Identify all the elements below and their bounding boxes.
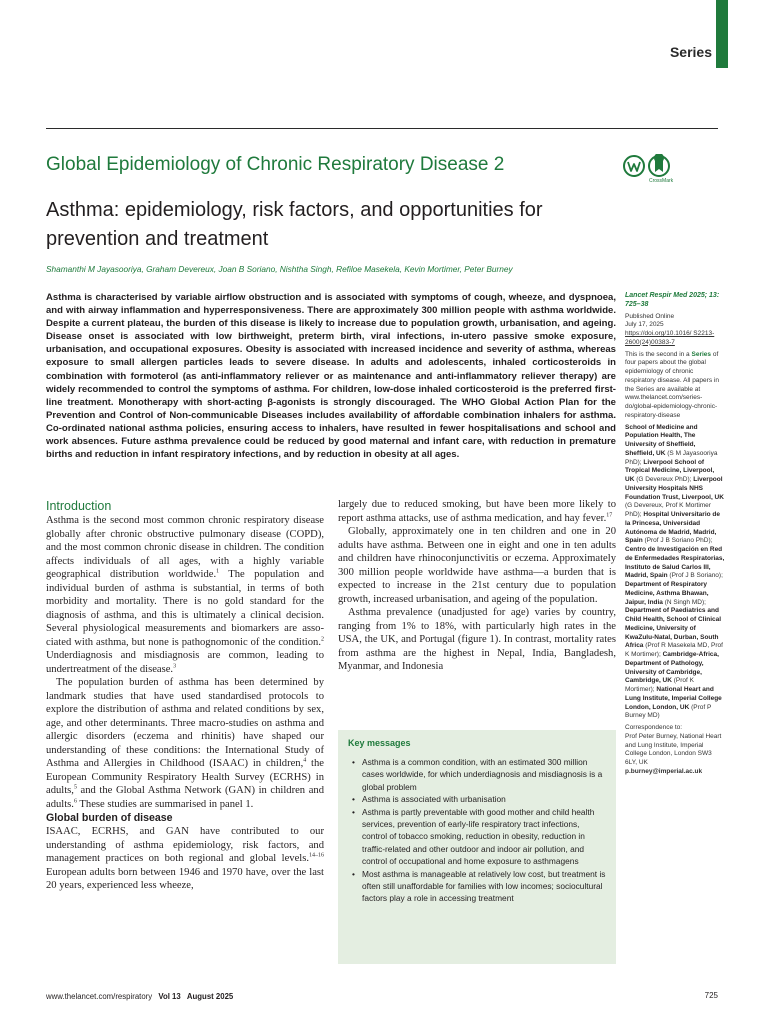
key-message-item	[348, 806, 606, 868]
reference-mark[interactable]: 5	[73, 784, 77, 791]
reference-mark[interactable]: 3	[173, 662, 177, 669]
affiliation: Liverpool School of Tropical Medicine, Liverpool, UK	[625, 458, 715, 484]
paragraph: Globally, approximately one in ten children and one in 20 adults have asthma. Between one in eight and one in ten adults and children have rhinoconjunctivitis or eczema. Approximately 300 million people worldwide have asthma—a burden that is expected to increase in the 21st century due to population growth, increased urbanisation, and ageing of the population.	[338, 526, 616, 605]
published-info	[625, 313, 725, 348]
paragraph	[46, 514, 324, 676]
reference-mark[interactable]: 4	[303, 757, 307, 764]
affiliation-authors: (Prof P Burney MD)	[625, 703, 712, 720]
affiliation-authors: (G Devereux, Prof K Mortimer PhD);	[625, 502, 711, 519]
doi-link[interactable]: https://doi.org/10.1016/ S2213-2600(24)00383-7	[625, 330, 715, 346]
affiliation-authors: (Prof K Mortimer);	[625, 677, 694, 694]
page-number: 725	[704, 991, 718, 1000]
reference-mark[interactable]: 2	[321, 635, 324, 642]
affiliations	[625, 424, 725, 722]
affiliation: Department of Paediatrics and Child Health, School of Clinical Medicine, University of KwaZulu-Natal, Durban, South Africa	[625, 607, 722, 650]
affiliation: Cambridge-Africa, Department of Pathology, University of Cambridge, Cambridge, UK	[625, 651, 719, 685]
affiliation: School of Medicine and Population Health, The University of Sheffield, Sheffield, UK	[625, 423, 698, 457]
reference-mark[interactable]: 6	[73, 797, 77, 804]
body-column-left	[46, 498, 324, 893]
key-messages-heading: Key messages	[348, 738, 411, 748]
series-title: Global Epidemiology of Chronic Respiratory Disease 2	[46, 154, 505, 175]
paragraph	[46, 676, 324, 811]
body-column-right	[338, 498, 616, 674]
affiliation-authors: (S M Jayasooriya PhD);	[625, 449, 718, 466]
author-list[interactable]: Shamanthi M Jayasooriya, Graham Devereux, Joan B Soriano, Nishtha Singh, Refiloe Masekela, Kevin Mortimer, Peter Burney	[46, 264, 513, 274]
text-run: largely due to reduced smoking, but have been more likely to report asthma attacks, use of asthma medication, and hay fever.	[338, 499, 616, 524]
paragraph	[338, 498, 616, 525]
series-note	[625, 351, 725, 421]
published-label: Published Online	[625, 312, 675, 320]
text-run: Underdiagnosis and misdiagnosis are common, leading to undertreatment of the disease.	[46, 650, 324, 675]
reference-mark[interactable]: 14–16	[309, 852, 324, 859]
citation: Lancet Respir Med 2025; 13: 725–38	[625, 292, 720, 309]
article-sidebar	[625, 291, 725, 780]
affiliation-authors: (G Devereux PhD);	[634, 476, 694, 484]
bullet-icon: •	[352, 757, 355, 767]
header-rule	[46, 128, 718, 129]
paragraph	[46, 825, 324, 893]
key-messages-panel	[338, 730, 616, 964]
section-heading-introduction: Introduction	[46, 499, 112, 513]
key-message-text: Most asthma is manageable at relatively low cost, but treatment is often still unaffordable for families with low incomes; sociocultural factors play a role in accessing treatment	[362, 868, 606, 904]
reference-mark[interactable]: 1	[216, 568, 220, 575]
key-message-text: Asthma is partly preventable with good mother and child health services, prevention of early-life respiratory tract infections, control of tobacco smoking, reduction in obesity, reduction in traffic-related and other outdoor and indoor air pollution, and control of occupational and home exposure to asthmagens	[362, 806, 595, 867]
logos-svg	[623, 154, 675, 190]
publisher-logos	[623, 154, 675, 190]
paragraph: Asthma prevalence (unadjusted for age) varies by country, ranging from 1% to 18%, with particularly high rates in the USA, the UK, and Portugal (figure 1). In contrast, mortality rates from asthma are the highest in Nepal, India, Bangladesh, Myanmar, and Indonesia	[338, 607, 616, 672]
text-run: Asthma is the second most common chronic respiratory disease globally after chronic obstructive pulmonary disease (COPD), and the most common chronic disease in children. The condition affects individuals of all ages, with a highly variable geographical distribution worldwide.	[46, 515, 324, 580]
correspondence-email[interactable]: p.burney@imperial.ac.uk	[625, 767, 703, 775]
published-date: July 17, 2025	[625, 321, 664, 329]
green-corner-bar	[716, 0, 728, 68]
bullet-icon: •	[352, 806, 355, 817]
affiliation-authors: (Prof R Masekela MD, Prof K Mortimer);	[625, 642, 723, 659]
text-run: the European Community Respiratory Health Survey (ECRHS) in adults,	[46, 758, 324, 796]
affiliation: Liverpool University Hospitals NHS Foundation Trust, Liverpool, UK	[625, 476, 724, 501]
reference-mark[interactable]: 17	[606, 511, 613, 518]
affiliation: Centro de Investigación en Red de Enfermedades Respiratorias, Instituto de Salud Carlos III, Madrid, Spain	[625, 546, 725, 580]
affiliation: Hospital Universitario de la Princesa, Universidad Autónoma de Madrid, Madrid, Spain	[625, 511, 720, 545]
series-note-a: This is the second in a	[625, 350, 690, 358]
abstract-text: Asthma is characterised by variable airflow obstruction and is associated with symptoms of cough, wheeze, and dyspnoea, and with airway inflammation and hyperresponsiveness. There are approximately 300 million people with asthma worldwide. Despite a current plateau, the burden of this disease is likely to increase due to population growth, urbanisation, and ageing. Disease onset is associated with low birthweight, preterm birth, viral infections, in-utero passive smoke exposure, urbanisation, and occupational exposures. Obesity is associated with increased incidence and severity of asthma, whereas exposure to small allergen particles leads to severe disease. In adults and adolescents, inhaled corticosteroids in combination with formoterol (as anti-inflammatory reliever or as maintenance and anti-inflammatory reliever therapy) are widely recommended to control the symptoms of asthma. For children, low-dose inhaled corticosteroid is the preferred first-line treatment. Monotherapy with short-acting β-agonists is strongly discouraged. The WHO Global Action Plan for the Prevention and Control of Non-communicable Diseases includes availability of affordable combination inhalers for asthma. Co-ordinated national asthma policies, ensuring access to inhalers, have resulted in fewer hospitalisations and school and work absences. Future asthma prevalence could be reduced by good maternal and infant care, with reduction in premature births and reduction in infant respiratory infections, and by reduction in obesity at all ages.	[46, 292, 616, 461]
footer-url[interactable]: www.thelancet.com/respiratory	[46, 992, 153, 1001]
key-message-item	[348, 868, 606, 905]
text-run: ISAAC, ECRHS, and GAN have contributed to our understanding of asthma epidemiology, risk factors, and management practices on both regional and global levels.	[46, 826, 324, 864]
footer-journal-info	[46, 992, 233, 1001]
affiliation-authors: (Prof J B Soriano);	[667, 572, 723, 580]
lancet-w-icon[interactable]	[624, 156, 644, 176]
footer-date: August 2025	[186, 992, 234, 1001]
series-label: Series	[669, 44, 712, 60]
key-messages-list	[348, 756, 606, 905]
text-run: and the Global Asthma Network (GAN) in children and adults.	[46, 785, 324, 810]
subsection-heading: Global burden of disease	[46, 812, 173, 824]
crossmark-label: CrossMark	[649, 178, 674, 184]
crossmark-icon[interactable]	[649, 154, 669, 176]
text-run: The population burden of asthma has been determined by landmark studies that have used standardised protocols to explore the distribution of asthma and related conditions by sex, age, and other determinants. Three macro-studies on asthma and allergic disorders (eczema and rhinitis) have shaped our understanding of these conditions: the International Study of Asthma and Allergies in Childhood (ISAAC) in children,	[46, 677, 324, 769]
text-run: These studies are summarised in panel 1.	[76, 798, 254, 810]
correspondence-text: Prof Peter Burney, National Heart and Lung Institute, Imperial College London, London SW3 6LY, UK	[625, 732, 722, 767]
affiliation: National Heart and Lung Institute, Imperial College London, London, UK	[625, 686, 722, 711]
bullet-icon: •	[352, 794, 355, 805]
affiliation-authors: (N Singh MD);	[662, 598, 706, 606]
key-message-text: Asthma is a common condition, with an estimated 300 million cases worldwide, for which underdiagnosis and misdiagnosis is a global problem	[362, 757, 603, 792]
key-message-item	[348, 756, 606, 793]
correspondence-label: Correspondence to:	[625, 724, 683, 732]
text-run: European adults born between 1946 and 1970 have, over the last 20 years, experienced less wheeze,	[46, 866, 324, 891]
article-title: Asthma: epidemiology, risk factors, and opportunities for prevention and treatment	[46, 199, 543, 250]
bullet-icon: •	[352, 868, 355, 879]
affiliation: Department of Respiratory Medicine, Asthma Bhawan, Jaipur, India	[625, 581, 709, 606]
series-link[interactable]: Series	[691, 350, 712, 358]
footer-volume: Vol 13	[158, 992, 181, 1001]
key-message-text: Asthma is associated with urbanisation	[362, 794, 506, 805]
text-run: The population and individual burden of asthma is substantial, in terms of both morbidity and mortality. There is no gold standard for the diagnosis of asthma, and this is ultimately a clinical decision. Several physiological measurements and biomarkers are associated with asthma, but none is pathognomonic of the condition.	[46, 569, 324, 648]
key-message-item	[348, 793, 606, 805]
correspondence	[625, 724, 725, 777]
affiliation-authors: (Prof J B Soriano PhD);	[642, 537, 713, 545]
abstract	[46, 291, 616, 461]
series-note-b: of four papers about the global epidemiology of chronic respiratory disease. All papers in the Series are available at www.thelancet.com/series-do/global-epidemiology-chronic-respiratory-disease	[625, 350, 719, 419]
